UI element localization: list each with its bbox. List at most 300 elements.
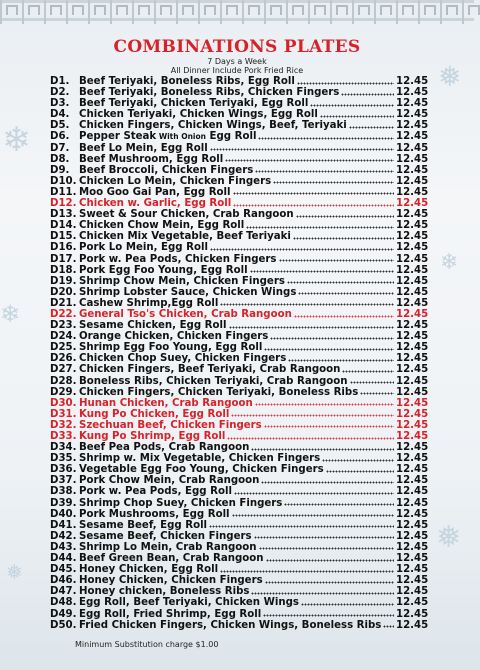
dot-leader [225,155,394,163]
menu-item-d45 [50,564,429,576]
fret-pattern [292,5,304,15]
item-name-text: Sesame Chicken, Egg Roll [79,320,227,332]
fret-pattern [248,5,260,15]
item-code: D26. [50,353,77,365]
item-code: D25. [50,342,77,354]
item-name [79,498,282,509]
item-code: D32. [50,419,77,431]
item-name [79,209,294,220]
dot-leader [220,566,394,574]
menu-item-d37 [50,475,429,487]
item-name-text: Pork w. Pea Pods, Chicken Fingers [79,253,277,265]
item-name-text: Honey Chicken, Chicken Fingers [79,575,263,587]
dot-leader [251,444,394,452]
dot-leader [294,311,394,319]
fret-pattern [270,5,282,15]
fret-pattern [314,5,326,15]
fret-pattern [160,5,172,15]
menu-item-d50 [50,619,429,631]
dot-leader [341,89,394,97]
dot-leader [284,499,394,507]
menu-item-d49 [50,608,429,620]
dot-leader [264,344,394,352]
item-name-text: Beef Lo Mein, Egg Roll [79,142,208,154]
item-name-text: Chicken Chow Mein, Egg Roll [79,220,245,232]
item-name-text: Fried Chicken Fingers, Chicken Wings, Boneless Ribs [79,619,382,631]
item-name [79,120,347,131]
item-name [79,76,295,87]
menu-item-d46 [50,575,429,587]
item-price: 12.45 [396,253,429,265]
item-name [79,575,263,586]
item-price: 12.45 [396,242,429,254]
item-price: 12.45 [396,342,429,354]
item-name [79,464,324,475]
footer-note: Minimum Substitution charge $1.00 [75,640,219,649]
item-name [79,553,264,564]
item-name-text: General Tso's Chicken, Crab Rangoon [79,308,292,320]
item-name [79,109,318,120]
item-price: 12.45 [396,397,429,409]
item-price: 12.45 [396,198,429,210]
dot-leader [293,233,394,241]
item-code: D34. [50,442,77,454]
dot-leader [233,188,394,196]
item-name [79,342,262,353]
item-name [79,509,230,520]
snowflake-icon: ❅ [438,60,462,93]
fret-pattern [72,5,84,15]
fret-pattern [182,5,194,15]
snowflake-icon: ❄ [440,250,459,275]
item-name-note: With Onion [156,132,206,142]
item-name [79,387,358,398]
menu-item-d19 [50,275,429,287]
menu-item-d44 [50,553,429,565]
menu-item-d22 [50,308,429,320]
item-code: D28. [50,375,77,387]
menu-item-d32 [50,419,429,431]
item-code: D13. [50,209,77,221]
fret-pattern [402,5,414,15]
menu-item-d34 [50,442,429,454]
item-price: 12.45 [396,608,429,620]
item-price: 12.45 [396,486,429,498]
item-name-text: Egg Roll, Beef Teriyaki, Chicken Wings [79,597,299,609]
item-name-text: Pork Lo Mein, Egg Roll [79,242,208,254]
item-code: D21. [50,297,77,309]
item-name [79,309,292,320]
menu-item-d9 [50,164,429,176]
menu-item-d35 [50,453,429,465]
item-price: 12.45 [396,453,429,465]
item-name-text: Beef Broccoli, Chicken Fingers [79,164,254,176]
dot-leader [259,543,394,551]
item-name-text: Beef Pea Pods, Crab Rangoon [79,442,250,454]
item-code: D46. [50,575,77,587]
item-price: 12.45 [396,431,429,442]
menu-item-d3 [50,98,429,110]
item-price: 12.45 [396,120,429,132]
item-price: 12.45 [396,475,429,487]
item-code: D8. [50,153,70,165]
item-name-text: Beef Teriyaki, Boneless Ribs, Egg Roll [79,76,295,87]
item-code: D17. [50,253,77,265]
item-name [79,475,259,486]
item-name-text: Chicken Lo Mein, Chicken Fingers [79,175,272,187]
item-name-text: Pork Mushrooms, Egg Roll [79,508,230,520]
item-code: D19. [50,275,77,287]
item-name-text: Vegetable Egg Foo Young, Chicken Fingers [79,464,324,476]
item-price: 12.45 [396,209,429,221]
item-name [79,409,229,420]
fret-pattern [138,5,150,15]
dot-leader [265,577,394,585]
item-price: 12.45 [396,153,429,165]
menu-item-d40 [50,508,429,520]
menu-item-d10 [50,175,429,187]
page-title: COMBINATIONS PLATES [113,37,361,57]
item-name-text: Moo Goo Gai Pan, Egg Roll [79,186,231,198]
item-price: 12.45 [396,308,429,320]
item-code: D36. [50,464,77,476]
dot-leader [227,433,394,441]
menu-item-d15 [50,231,429,243]
item-code: D33. [50,431,77,442]
item-price: 12.45 [396,375,429,387]
dot-leader [233,200,394,208]
dot-leader [296,211,394,219]
fret-pattern [336,5,348,15]
item-code: D42. [50,530,77,542]
item-name [79,165,253,176]
item-code: D27. [50,364,77,376]
item-price: 12.45 [396,619,429,631]
item-price: 12.45 [396,109,429,121]
fret-pattern [28,5,40,15]
item-price: 12.45 [396,364,429,376]
item-name [79,609,261,620]
item-price: 12.45 [396,331,429,343]
item-name-text: Chicken Chop Suey, Chicken Fingers [79,353,287,365]
item-name [79,586,249,597]
fret-pattern [358,5,370,15]
item-name [79,131,256,142]
item-price: 12.45 [396,264,429,276]
item-price: 12.45 [396,98,429,110]
item-price: 12.45 [396,142,429,154]
dot-leader [255,399,394,407]
item-name-text: Shrimp Lo Mein, Crab Rangoon [79,541,257,553]
dot-leader [264,421,394,429]
menu-item-d39 [50,497,429,509]
item-name-text: Sweet & Sour Chicken, Crab Rangoon [79,209,294,221]
snowflake-icon: ❄ [0,300,21,328]
fret-pattern [226,5,238,15]
item-name-text: Pork w. Pea Pods, Egg Roll [79,486,232,498]
item-price: 12.45 [396,87,429,99]
item-name-text: Beef Teriyaki, Boneless Ribs, Chicken Fingers [79,87,340,99]
fret-pattern [468,5,480,15]
item-code: D11. [50,186,77,198]
item-code: D49. [50,608,77,620]
item-code: D45. [50,564,77,576]
item-name-text: Chicken Fingers, Beef Teriyaki, Crab Rangoon [79,364,341,376]
item-price: 12.45 [396,464,429,476]
dot-leader [298,288,394,296]
menu-item-d29 [50,386,429,398]
item-name [79,486,232,497]
item-name [79,353,286,364]
item-price: 12.45 [396,297,429,309]
item-name-text: Egg Roll, Fried Shrimp, Egg Roll [79,608,262,620]
item-name-text: Cashew Shrimp,Egg Roll [79,297,219,309]
dot-leader [342,366,394,374]
item-name-text: Shrimp Chow Mein, Chicken Fingers [79,275,285,287]
menu-item-d42 [50,530,429,542]
fret-pattern [380,5,392,15]
item-price: 12.45 [396,530,429,542]
item-price: 12.45 [396,586,429,598]
dot-leader [320,111,394,119]
item-price: 12.45 [396,131,429,143]
item-code: D9. [50,164,70,176]
dot-leader [246,222,394,230]
item-price: 12.45 [396,408,429,420]
menu-item-d26 [50,353,429,365]
snowflake-icon: ❄ [2,120,31,160]
item-code: D35. [50,453,77,465]
item-name [79,154,223,165]
decorative-border-top [0,0,474,24]
item-price: 12.45 [396,275,429,287]
menu-item-d28 [50,375,429,387]
dot-leader [287,277,394,285]
menu-item-d13 [50,209,429,221]
item-name-text: Chicken w. Garlic, Egg Roll [79,198,232,210]
item-name-text: Shrimp Lobster Sauce, Chicken Wings [79,286,297,298]
item-name-text: Honey Chicken, Egg Roll [79,564,219,576]
fret-pattern [446,5,458,15]
item-code: D23. [50,320,77,332]
item-name [79,453,320,464]
item-code: D22. [50,308,77,320]
item-name-text: Pepper Steak [79,131,157,143]
menu-item-d12 [50,198,429,210]
item-code: D30. [50,397,77,409]
item-name [79,442,249,453]
item-code: D38. [50,486,77,498]
menu-item-d18 [50,264,429,276]
item-price: 12.45 [396,553,429,565]
dot-leader [220,299,394,307]
subtitle-rice: All Dinner Include Pork Fried Rice [170,66,304,75]
menu-item-d43 [50,541,429,553]
item-code: D14. [50,220,77,232]
menu-item-d5 [50,120,429,132]
item-price: 12.45 [396,442,429,454]
item-name-text: Boneless Ribs, Chicken Teriyaki, Crab Rangoon [79,375,348,387]
dot-leader [273,177,394,185]
item-price: 12.45 [396,564,429,576]
item-code: D3. [50,98,70,110]
menu-item-d23 [50,320,429,332]
item-price: 12.45 [396,286,429,298]
item-name [79,98,308,109]
item-price: 12.45 [396,164,429,176]
item-name-text: Shrimp w. Mix Vegetable, Chicken Fingers [79,453,321,465]
item-name [79,187,231,198]
dot-leader [229,322,394,330]
item-name-text: Orange Chicken, Chicken Fingers [79,331,269,343]
item-name [79,564,218,575]
dot-leader [326,466,394,474]
menu-item-d14 [50,220,429,232]
item-name-text: Chicken Teriyaki, Chicken Wings, Egg Roll [79,109,318,121]
item-name [79,320,227,331]
item-name-text: Pork Chow Mein, Crab Rangoon [79,475,260,487]
combination-menu-list [50,76,429,631]
item-name [79,198,231,209]
item-code: D1. [50,76,70,87]
menu-item-d11 [50,186,429,198]
item-name-text: Chicken Fingers, Chicken Teriyaki, Boneless Ribs [79,386,359,398]
item-code: D2. [50,87,70,99]
item-name-text: Beef Teriyaki, Chicken Teriyaki, Egg Roll [79,98,309,110]
item-code: D7. [50,142,70,154]
item-name-text: Pork Egg Foo Young, Egg Roll [79,264,248,276]
fret-pattern [116,5,128,15]
dot-leader [210,244,394,252]
menu-item-d31 [50,408,429,420]
dot-leader [310,100,394,108]
item-name [79,231,291,242]
dot-leader [288,355,394,363]
dot-leader [263,610,394,618]
item-code: D41. [50,519,77,531]
item-name [79,276,285,287]
item-price: 12.45 [396,541,429,553]
item-code: D15. [50,231,77,243]
item-name [79,176,271,187]
dot-leader [251,588,394,596]
item-name-text: Shrimp Egg Foo Young, Egg Roll [79,342,263,354]
dot-leader [209,521,394,529]
item-name-text: Sesame Beef, Chicken Fingers [79,530,252,542]
item-price: 12.45 [396,231,429,243]
item-code: D10. [50,175,77,187]
dot-leader [258,133,394,141]
item-price: 12.45 [396,353,429,365]
fret-pattern [424,5,436,15]
item-name [79,420,262,431]
item-name-text: Beef Mushroom, Egg Roll [79,153,224,165]
item-code: D40. [50,508,77,520]
item-name [79,265,248,276]
menu-item-d36 [50,464,429,476]
item-price: 12.45 [396,508,429,520]
menu-item-d33 [50,431,429,442]
fret-pattern [204,5,216,15]
dot-leader [234,488,394,496]
item-name-text: Hunan Chicken, Crab Rangoon [79,397,253,409]
fret-pattern [94,5,106,15]
dot-leader [231,410,394,418]
menu-item-d30 [50,397,429,409]
item-code: D24. [50,331,77,343]
item-code: D43. [50,541,77,553]
menu-item-d17 [50,253,429,265]
item-name-text: Kung Po Shrimp, Egg Roll [79,431,226,442]
dot-leader [349,122,394,130]
item-name [79,331,268,342]
item-name [79,220,244,231]
menu-item-d1 [50,76,429,87]
item-price: 12.45 [396,597,429,609]
item-name-tail: Egg Roll [206,131,257,143]
item-price: 12.45 [396,186,429,198]
item-code: D48. [50,597,77,609]
item-price: 12.45 [396,76,429,87]
menu-item-d4 [50,109,429,121]
menu-item-d21 [50,297,429,309]
item-name-text: Szechuan Beef, Chicken Fingers [79,419,262,431]
item-code: D18. [50,264,77,276]
fret-pattern [50,5,62,15]
item-code: D44. [50,553,77,565]
dot-leader [254,532,394,540]
menu-item-d25 [50,342,429,354]
dot-leader [261,477,394,485]
item-code: D37. [50,475,77,487]
menu-item-d20 [50,286,429,298]
item-name [79,254,277,265]
snowflake-icon: ❅ [6,560,23,584]
dot-leader [360,388,394,396]
item-code: D31. [50,408,77,420]
item-code: D47. [50,586,77,598]
menu-item-d41 [50,519,429,531]
item-name [79,287,296,298]
item-code: D20. [50,286,77,298]
item-price: 12.45 [396,419,429,431]
menu-item-d16 [50,242,429,254]
dot-leader [266,555,394,563]
item-name [79,242,208,253]
item-price: 12.45 [396,386,429,398]
dot-leader [250,266,394,274]
item-name [79,364,340,375]
item-code: D12. [50,198,77,210]
item-code: D29. [50,386,77,398]
item-price: 12.45 [396,497,429,509]
item-name [79,531,252,542]
item-name-text: Chicken Mix Vegetable, Beef Teriyaki [79,231,291,243]
dot-leader [255,166,394,174]
item-name [79,431,225,442]
subtitle-days: 7 Days a Week [207,57,267,66]
dot-leader [301,599,394,607]
dot-leader [383,621,394,629]
dot-leader [350,377,394,385]
item-code: D39. [50,497,77,509]
item-price: 12.45 [396,575,429,587]
item-name-text: Honey chicken, Boneless Ribs [79,586,250,598]
item-name [79,298,218,309]
dot-leader [270,333,394,341]
item-name-text: Shrimp Chop Suey, Chicken Fingers [79,497,283,509]
item-name-text: Sesame Beef, Egg Roll [79,519,208,531]
